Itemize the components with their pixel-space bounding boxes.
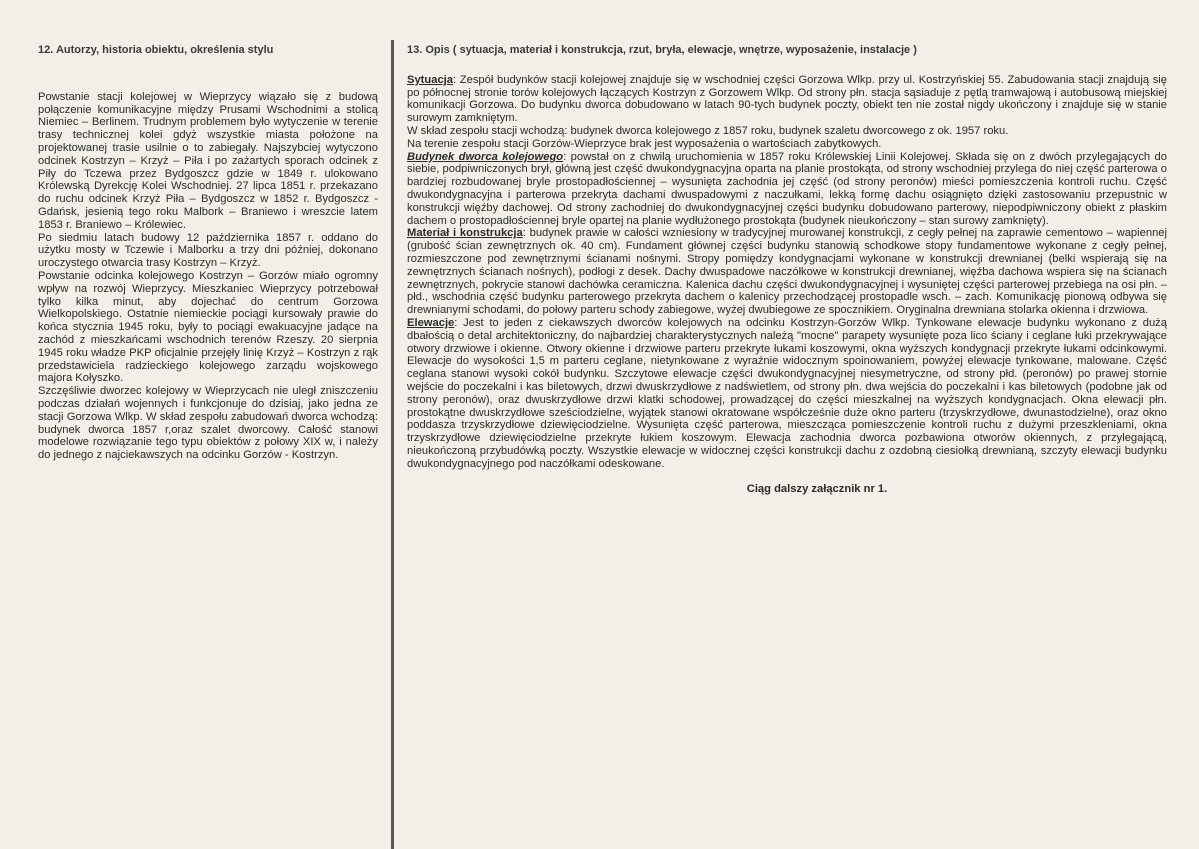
section-13-heading: 13. Opis ( sytuacja, materiał i konstrukcja, rzut, bryła, elewacje, wnętrze, wyposażenie, instalacje ) [407,44,917,56]
section-label: Sytuacja [407,73,454,86]
history-paragraph: Powstanie odcinka kolejowego Kostrzyn – Gorzów miało ogromny wpływ na rozwój Wieprzycy. Mieszkaniec Wieprzycy potrzebował tylko kilka minut, aby dojechać do centrum Gorzowa Wielkopolskiego. Ostatnie niemieckie pociągi kursowały prawie do końca stycznia 1945 roku, były to pociągi ewakuacyjne jadące na zachód z mieszkańcami wschodnich terenów Rzeszy. 20 sierpnia 1945 roku władze PKP oficjalnie przejęły linię Krzyż – Kostrzyn z rąk przedstawiciela radzieckiego kolejowego zarządu wojskowego majora Kołyszko. [38,269,378,385]
left-column [38,44,378,462]
description-text [407,74,1167,471]
section-label: Budynek dworca kolejowego [407,150,564,163]
section-text: : Jest to jeden z ciekawszych dworców kolejowych na odcinku Kostrzyn-Gorzów Wlkp. Tynkowane elewacje budynku wykonano z dużą dbałością o detal architektoniczny, do najbardziej charakterystycznych należą "mocne" parapety wysunięte poza lico ściany i ceglane łuki przekrywające otwory drzwiowe i okienne. Otwory okienne i drzwiowe parteru przekryte łukami koszowymi, okna wyższych kondygnacji przekryte łukami odcinkowymi. Elewacje do wysokości 1,5 m parteru ceglane, nietynkowane z wyraźnie widocznym spoinowaniem, powyżej elewacje tynkowane, malowane. Część ceglana stanowi wysoki cokół budynku. Szczytowe elewacje części dwukondygnacyjnej niesymetryczne, od strony płd. (peronów) po prawej stornie wejście do poczekalni i kas biletowych, drzwi dwuskrzydłowe z nadświetlem, od strony płn. dwa wejścia do poczekalni i kas biletowych (podobne jak od strony peronów), oraz dwuskrzydłowe drzwi klatki schodowej, prowadzącej do części mieszkalnej na wyższych kondygnacjach. Okna elewacji płn. prostokątne dwuskrzydłowe sześciodzielne, wyjątek stanowi okratowane współcześnie duże okno parteru (trzyskrzydłowe, dwunastodzielne), oraz okno poddasza trzyskrzydłowe dziewięciodzielne. Wysunięta część parterowa, mieszcząca pomieszczenie kontroli ruchu z dużymi przeszkleniami, okna trzyskrzydłowe dziewięciodzielne przekryte łukiem koszowym. Elewacja zachodnia dworca pozbawiona otworów okiennych, z przylegającą, nieukończoną przybudówką poczty. Wszystkie elewacje w widocznej części konstrukcji dachu z ozdobną ciesiołką drewnianą, szczyty elewacji budynku dwukondygnacyjnego pod naczółkami odeskowane. [407,316,1167,470]
description-paragraph [407,74,1167,125]
history-paragraph: Powstanie stacji kolejowej w Wieprzycy wiązało się z budową połączenie komunikacyjne między Prusami Wschodnimi a stolicą Niemiec – Berlinem. Trudnym problemem było wytyczenie w terenie trasy technicznej kolei gdyż wszystkie miasta położone na projektowanej trasie usilnie o to zabiegały. Najszybciej wytyczono odcinek Kostrzyn – Krzyż – Piła i po zażartych sporach odcinek z Piły do Tczewa przez Bydgoszcz gdzie w 1849 r. ulokowano Królewską Dyrekcję Kolei Wschodniej. 27 lipca 1851 r. przekazano do ruchu odcinek Krzyż Piła – Bydgoszcz w 1852 r. Bydgoszcz - Gdańsk, jesienią tego roku Malbork – Braniewo i wreszcie latem 1853 r. Braniewo – Królewiec. [38,90,378,231]
history-paragraph: Szczęśliwie dworzec kolejowy w Wieprzycach nie uległ zniszczeniu podczas działań wojennych i funkcjonuje do dzisiaj, jako jedna ze stacji Gorzowa Wlkp. W skład zespołu zabudowań dworca wchodzą: budynek dworca 1857 r,oraz szalet dworcowy. Całość stanowi modelowe rozwiązanie tego typu obiektów z połowy XIX w, i należy do jednego z najciekawszych na odcinku Gorzów - Kostrzyn. [38,385,378,462]
section-text: Na terenie zespołu stacji Gorzów-Wieprzyce brak jest wyposażenia o wartościach zabytkowych. [407,137,882,150]
history-text [38,91,378,462]
description-paragraph [407,125,1167,138]
section-12-heading: 12. Autorzy, historia obiektu, określenia stylu [38,44,274,56]
section-text: : powstał on z chwilą uruchomienia w 1857 roku Królewskiej Linii Kolejowej. Składa się on z dwóch przylegających do siebie, podpiwniczonych brył, główną jest część dwukondygnacyjna oparta na planie prostokąta, od strony wschodniej przylega do niej część parterowa o bardziej rozbudowanej bryle prostopadłościennej – wysunięta zachodnia jej część (od strony peronów) mieści pomieszczenia kontroli ruchu. Część dwukondygnacyjna i parterowa przekryta dachami dwuspadowymi z naczułkami, lekką formę dachu osiągnięto dzięki zastosowaniu przepustnic w konstrukcji więźby dachowej. Od strony zachodniej do dwukondygnacyjnej części budynku dobudowano parterowy, niepodpiwniczony obiekt z płaskim dachem o prostopadłościennej bryle opartej na planie wydłużonego prostokąta (budynek nieukończony – stan surowy zamknięty). [407,150,1167,227]
section-label: Materiał i konstrukcja [407,227,523,240]
description-paragraph [407,317,1167,471]
right-column [407,44,1167,495]
history-paragraph: Po siedmiu latach budowy 12 października 1857 r. oddano do użytku mosty w Tczewie i Malborku a trzy dni później, dokonano uroczystego otwarcia trasy Kostrzyn – Krzyż. [38,231,378,270]
continuation-note: Ciąg dalszy załącznik nr 1. [746,482,888,495]
description-paragraph [407,138,1167,151]
section-label: Elewacje [407,316,455,329]
column-divider [391,40,394,849]
description-paragraph [407,151,1167,228]
section-text: : budynek prawie w całości wzniesiony w tradycyjnej murowanej konstrukcji, z cegły pełnej na zaprawie cementowo – wapiennej (grubość ścian zewnętrznych ok. 40 cm). Fundament głównej części budynku stanowią schodkowe stopy fundamentowe wykonane z cegły pełnej, rozmieszczone pod zewnętrznymi ścianami nośnymi. Stropy pomiędzy kondygnacjami wykonane w konstrukcji drewnianej (belki wspierają się na zewnętrznych ścianach nośnych), podłogi z desek. Dachy dwuspadowe naczółkowe w konstrukcji drewnianej, więźba dachowa wspiera się na ścianach zewnętrznych, pokrycie stanowi dachówka ceramiczna. Kalenica dachu części dwukondygnacyjnej i wysuniętej części parterowej przebiega na osi płn. – płd., wschodnia część budynku parterowego przekryta dachem o kalenicy przechodzącej prostopadle wsch. – zach. Komunikację pionową odbywa się drewnianymi schodami, do połowy parteru schody zabiegowe, wyżej dwubiegowe ze spocznikiem. Oryginalna drewniana stolarka okienna i drzwiowa. [407,227,1167,317]
section-text: W skład zespołu stacji wchodzą: budynek dworca kolejowego z 1857 roku, budynek szaletu dworcowego z ok. 1957 roku. [407,124,1009,137]
description-paragraph [407,227,1167,317]
section-text: : Zespół budynków stacji kolejowej znajduje się w wschodniej części Gorzowa Wlkp. przy ul. Kostrzyńskiej 55. Zabudowania stacji znajdują się po północnej stronie torów kolejowych łączących Kostrzyn z Gorzowem Wlkp. Od strony płn. stacja sąsiaduje z pętlą tramwajową i autobusową miejskiej komunikacji Gorzowa. Do budynku dworca dobudowano w latach 90-tych budynek poczty, obiekt ten nie został nigdy ukończony i znajduje się w stanie surowym zamkniętym. [407,73,1167,125]
